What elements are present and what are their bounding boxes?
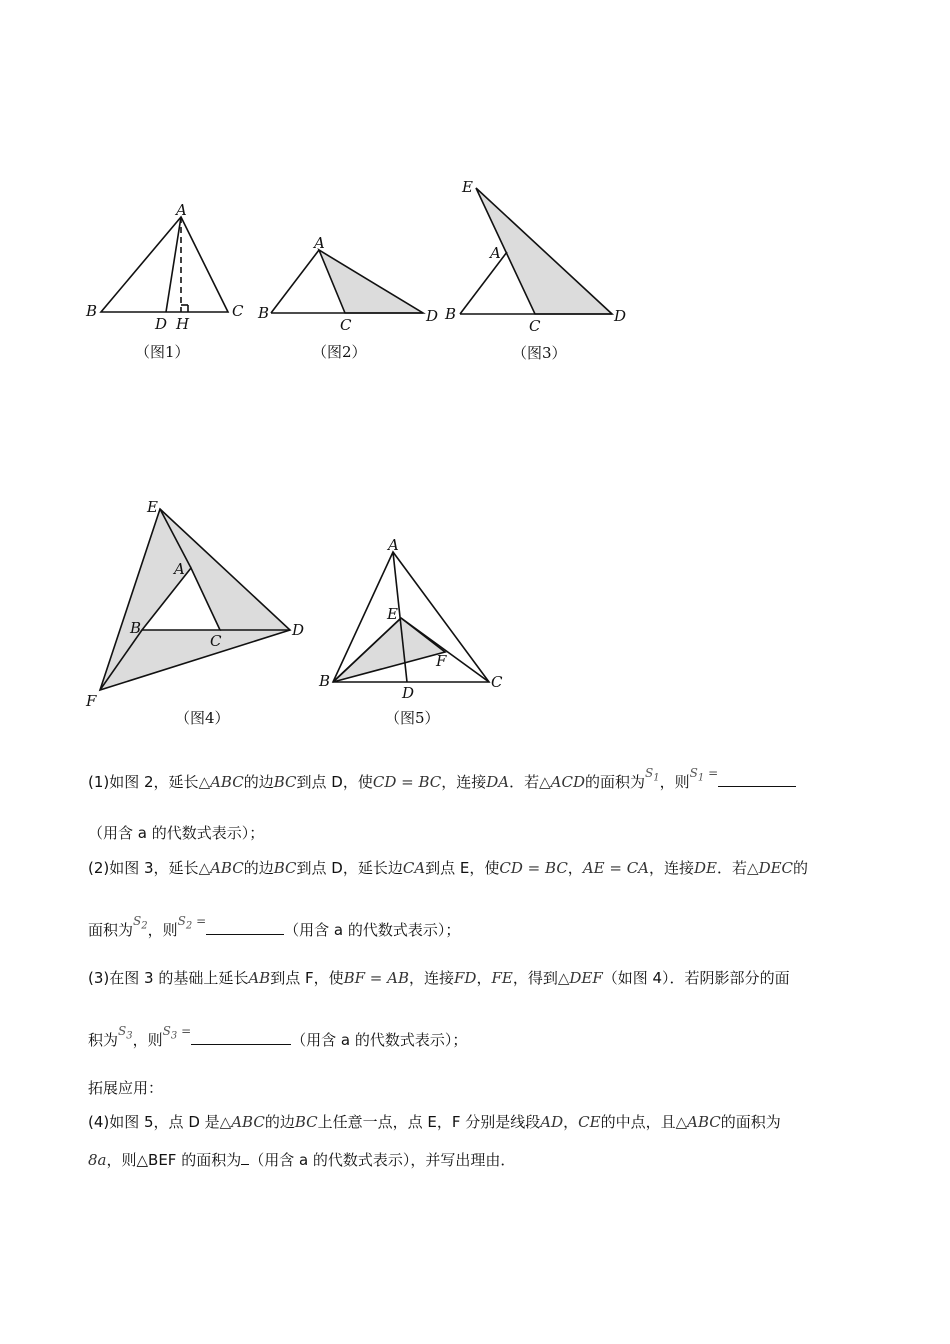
- q4-ad: AD: [540, 1113, 564, 1131]
- q2-ca: CA: [402, 859, 426, 877]
- answer-blank-4[interactable]: [241, 1150, 249, 1165]
- q1-text: ，连接: [441, 773, 487, 791]
- label-c: C: [529, 317, 541, 335]
- label-a: A: [174, 560, 185, 578]
- q1-tri-acd: △ACD: [539, 773, 585, 791]
- label-b: B: [130, 619, 142, 637]
- q4-tri-abc: △ABC: [219, 1113, 265, 1131]
- q2-text: 面积为: [88, 921, 134, 939]
- q3-fd: FD: [454, 969, 477, 987]
- q1-text: （用含 a 的代数式表示）；: [88, 824, 265, 842]
- q2-text: 的边: [243, 859, 274, 877]
- q1-text: ．若: [509, 773, 540, 791]
- q3-text: 积为: [88, 1031, 119, 1049]
- question-2-line-1: [88, 858, 808, 878]
- q1-cd-bc: CD = BC: [372, 773, 442, 791]
- answer-blank-1[interactable]: [718, 772, 796, 787]
- extension-title: [88, 1078, 163, 1098]
- q3-text: （如图 4）．若阴影部分的面: [602, 969, 790, 987]
- q1-s1-eq: S1 =: [689, 766, 719, 784]
- question-3-line-2: [88, 1024, 468, 1056]
- q4-area: 8a: [88, 1151, 107, 1169]
- label-e: E: [147, 498, 158, 516]
- q2-text: 到点 D，延长边: [296, 859, 403, 877]
- q1-text: ，则: [659, 773, 690, 791]
- label-d: D: [155, 315, 168, 333]
- q1-text: 到点 D，使: [296, 773, 373, 791]
- q1-text: (1)如图 2，延长: [88, 773, 199, 791]
- q3-text: ，: [476, 969, 492, 987]
- label-a: A: [490, 244, 501, 262]
- label-f: F: [436, 652, 447, 670]
- q2-tri-abc: △ABC: [198, 859, 244, 877]
- caption-fig2: （图2）: [312, 343, 367, 361]
- q2-de: DE: [694, 859, 718, 877]
- q1-tri-abc: △ABC: [198, 773, 244, 791]
- q3-text: (3)在图 3 的基础上延长: [88, 969, 249, 987]
- answer-blank-3[interactable]: [191, 1030, 291, 1045]
- extension-text: 拓展应用：: [88, 1079, 164, 1097]
- question-3-line-1: [88, 968, 790, 988]
- figure-4: [80, 495, 320, 735]
- label-b: B: [445, 305, 457, 323]
- q1-da: DA: [486, 773, 510, 791]
- triangle-acd-shaded: [319, 250, 423, 313]
- caption-fig5: （图5）: [385, 709, 440, 727]
- q1-s1: S1: [645, 766, 660, 784]
- label-d: D: [614, 307, 627, 325]
- q4-text: （用含 a 的代数式表示），并写出理由．: [249, 1151, 516, 1169]
- label-c: C: [232, 302, 244, 320]
- q3-s3: S3: [118, 1024, 133, 1042]
- figure-3: [440, 172, 640, 372]
- q4-text: 的边: [264, 1113, 295, 1131]
- q2-text: （用含 a 的代数式表示）；: [284, 921, 461, 939]
- question-4-line-2: [88, 1150, 515, 1170]
- q3-ab: AB: [248, 969, 271, 987]
- q3-s3-eq: S3 =: [162, 1024, 192, 1042]
- question-2-line-2: [88, 914, 461, 946]
- q3-text: ，则: [132, 1031, 163, 1049]
- label-f: F: [86, 692, 97, 710]
- q2-ae-ca: AE = CA: [582, 859, 650, 877]
- q2-s2: S2: [133, 914, 148, 932]
- label-c: C: [340, 316, 352, 334]
- label-b: B: [86, 302, 98, 320]
- figure-1: [80, 195, 250, 365]
- q2-text: ．若: [717, 859, 748, 877]
- answer-blank-2[interactable]: [206, 920, 284, 935]
- q3-tri-def: △DEF: [557, 969, 603, 987]
- q2-s2-eq: S2 =: [177, 914, 207, 932]
- label-d: D: [426, 307, 439, 325]
- label-e: E: [462, 178, 473, 196]
- q4-text: ，: [563, 1113, 579, 1131]
- label-e: E: [387, 605, 398, 623]
- q1-bc: BC: [273, 773, 297, 791]
- label-b: B: [319, 672, 331, 690]
- q4-text: 的中点，且: [600, 1113, 676, 1131]
- q3-text: ，得到: [512, 969, 558, 987]
- q2-tri-dec: △DEC: [747, 859, 794, 877]
- q3-fe: FE: [491, 969, 513, 987]
- q4-bc: BC: [294, 1113, 318, 1131]
- label-h: H: [176, 315, 190, 333]
- q1-text: 的边: [243, 773, 274, 791]
- caption-fig1: （图1）: [135, 343, 190, 361]
- q3-text: ，连接: [408, 969, 454, 987]
- q2-text: (2)如图 3，延长: [88, 859, 199, 877]
- q2-text: ，连接: [649, 859, 695, 877]
- figure-5: [315, 530, 515, 730]
- triangle-bef-shaded: [333, 618, 445, 682]
- q2-bc: BC: [273, 859, 297, 877]
- q3-text: 到点 F，使: [270, 969, 344, 987]
- label-a: A: [176, 201, 187, 219]
- label-d: D: [292, 621, 305, 639]
- q2-text: 到点 E，使: [425, 859, 500, 877]
- q3-text: （用含 a 的代数式表示）；: [291, 1031, 468, 1049]
- q3-bf-ab: BF = AB: [343, 969, 409, 987]
- q4-text: 上任意一点，点 E，F 分别是线段: [317, 1113, 541, 1131]
- label-a: A: [314, 234, 325, 252]
- caption-fig4: （图4）: [175, 709, 230, 727]
- label-c: C: [491, 673, 503, 691]
- triangle-abc: [101, 217, 228, 312]
- figure-2: [250, 230, 450, 370]
- q4-text: (4)如图 5，点 D 是: [88, 1113, 220, 1131]
- label-d: D: [402, 684, 415, 702]
- question-1-line-2: [88, 823, 264, 843]
- q4-ce: CE: [578, 1113, 601, 1131]
- question-1-line-1: [88, 766, 796, 798]
- q1-text: 的面积为: [585, 773, 646, 791]
- q2-text: ，: [567, 859, 583, 877]
- label-b: B: [258, 304, 270, 322]
- label-a: A: [388, 536, 399, 554]
- q2-text: ，则: [147, 921, 178, 939]
- q2-cd-bc: CD = BC: [499, 859, 568, 877]
- question-4-line-1: [88, 1112, 781, 1132]
- q4-text: ，则△BEF 的面积为: [106, 1151, 242, 1169]
- segment-ab: [271, 250, 319, 313]
- q4-tri-abc-2: △ABC: [675, 1113, 721, 1131]
- q4-text: 的面积为: [720, 1113, 781, 1131]
- caption-fig3: （图3）: [512, 344, 567, 362]
- label-c: C: [210, 632, 222, 650]
- q2-text: 的: [793, 859, 809, 877]
